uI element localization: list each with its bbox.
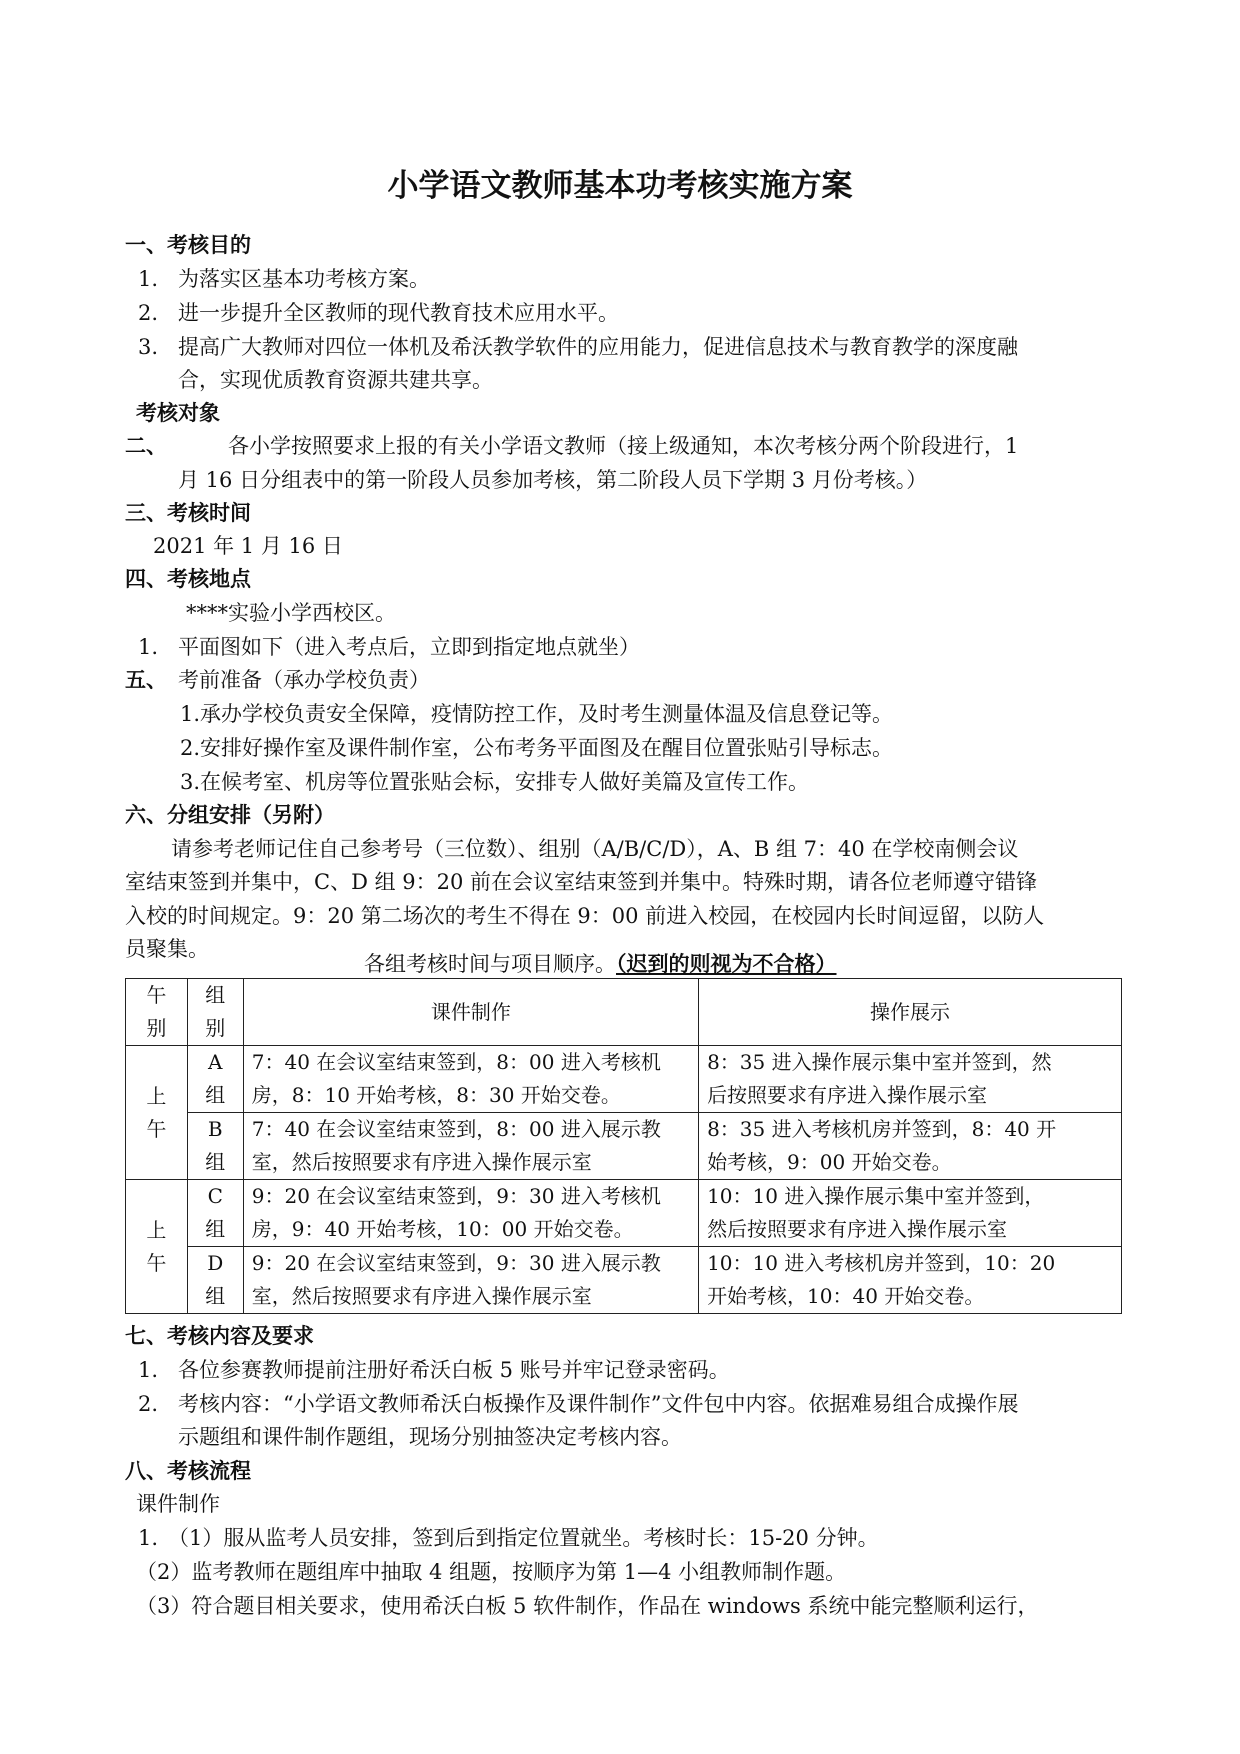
group-d-courseware-1: 9：20 在会议室结束签到，9：30 进入展示教 [251, 1251, 661, 1275]
group-d [187, 1247, 243, 1314]
s6-para-line-1: 请参考老师记住自己参考号（三位数）、组别（A/B/C/D），A、B 组 7：40 在学校南侧会议 [171, 837, 1019, 861]
group-a [187, 1046, 243, 1113]
group-d-show-1: 10：10 进入考核机房并签到，10：20 [707, 1251, 1056, 1275]
table-caption-note: （迟到的则视为不合格） [616, 952, 837, 976]
s8-subheading: 课件制作 [136, 1492, 220, 1516]
block-1-noon-1: 上 [146, 1083, 167, 1108]
s6-para-line-3: 入校的时间规定。9：20 第二场次的考生不得在 9：00 前进入校园，在校园内长时间逗留，以防人 [125, 904, 1045, 928]
group-b-letter: B [207, 1117, 223, 1141]
header-noon-1: 午 [146, 983, 167, 1007]
schedule-table [125, 978, 1122, 1314]
header-noon-2: 别 [146, 1016, 167, 1040]
s1-item-1-text: 为落实区基本功考核方案。 [178, 267, 430, 291]
s6-para-line-2: 室结束签到并集中，C、D 组 9：20 前在会议室结束签到并集中。特殊时期，请各位老师遵守错锋 [125, 870, 1038, 894]
s1-item-3-num: 3. [138, 335, 159, 359]
group-d-letter: D [207, 1251, 224, 1275]
group-b-show-2: 始考核，9：00 开始交卷。 [707, 1150, 952, 1174]
section-6-heading: 六、分组安排（另附） [125, 803, 335, 827]
s8-item-3-text: （3）符合题目相关要求，使用希沃白板 5 软件制作，作品在 windows 系统中能完整顺利运行， [136, 1594, 1039, 1618]
s5-item-2: 2.安排好操作室及课件制作室，公布考务平面图及在醒目位置张贴引导标志。 [180, 736, 894, 760]
group-b-show-1: 8：35 进入考核机房并签到，8：40 开 [707, 1117, 1057, 1141]
group-b-show [699, 1113, 1122, 1180]
section-1-heading: 一、考核目的 [125, 233, 251, 257]
header-group [187, 979, 243, 1046]
s7-item-1-text: 各位参赛教师提前注册好希沃白板 5 账号并牢记登录密码。 [178, 1358, 730, 1382]
s4-item-text: 平面图如下（进入考点后，立即到指定地点就坐） [178, 635, 640, 659]
block-2-noon-2: 午 [146, 1250, 167, 1275]
s1-item-3-text: 提高广大教师对四位一体机及希沃教学软件的应用能力，促进信息技术与教育教学的深度融 [178, 335, 1018, 359]
group-c-letter: C [207, 1184, 223, 1208]
s8-item-1-num: 1. [138, 1526, 159, 1550]
document-title: 小学语文教师基本功考核实施方案 [387, 168, 853, 204]
group-b [187, 1113, 243, 1180]
group-c-show [699, 1180, 1122, 1247]
group-d-suffix: 组 [205, 1284, 226, 1308]
s4-item-num: 1. [138, 635, 159, 659]
table-row [126, 1046, 1122, 1113]
table-row [126, 1180, 1122, 1247]
s8-item-2-text: （2）监考教师在题组库中抽取 4 组题，按顺序为第 1—4 小组教师制作题。 [136, 1560, 847, 1584]
section-5-num: 五、 [125, 668, 167, 692]
section-4-heading: 四、考核地点 [125, 567, 251, 591]
s5-item-3: 3.在候考室、机房等位置张贴会标，安排专人做好美篇及宣传工作。 [180, 770, 810, 794]
group-c-suffix: 组 [205, 1217, 226, 1241]
s1-item-3-cont: 合，实现优质教育资源共建共享。 [178, 368, 493, 392]
group-b-suffix: 组 [205, 1150, 226, 1174]
group-a-show-1: 8：35 进入操作展示集中室并签到，然 [707, 1050, 1052, 1074]
block-2-noon [126, 1180, 188, 1314]
block-1-noon [126, 1046, 188, 1180]
group-b-courseware-2: 室，然后按照要求有序进入操作展示室 [251, 1150, 592, 1174]
s1-item-1-num: 1. [138, 267, 159, 291]
group-a-courseware [243, 1046, 698, 1113]
s3-date: 2021 年 1 月 16 日 [153, 534, 343, 558]
group-d-courseware-2: 室，然后按照要求有序进入操作展示室 [251, 1284, 592, 1308]
block-1-noon-2: 午 [146, 1116, 167, 1141]
section-3-heading: 三、考核时间 [125, 501, 251, 525]
section-7-heading: 七、考核内容及要求 [125, 1324, 314, 1348]
table-caption [364, 948, 837, 980]
group-b-courseware [243, 1113, 698, 1180]
group-d-courseware [243, 1247, 698, 1314]
group-c-show-1: 10：10 进入操作展示集中室并签到， [707, 1184, 1045, 1208]
s5-item-1: 1.承办学校负责安全保障，疫情防控工作，及时考生测量体温及信息登记等。 [180, 702, 894, 726]
s7-item-1-num: 1. [138, 1358, 159, 1382]
table-row [126, 1113, 1122, 1180]
s6-para-line-4: 员聚集。 [125, 937, 209, 961]
header-group-1: 组 [205, 983, 226, 1007]
table-row [126, 1247, 1122, 1314]
section-2-heading: 考核对象 [136, 401, 220, 425]
section-2-num: 二、 [125, 434, 167, 458]
table-caption-text: 各组考核时间与项目顺序。 [364, 952, 616, 976]
s1-item-2-num: 2. [138, 301, 159, 325]
group-a-show-2: 后按照要求有序进入操作展示室 [707, 1083, 988, 1107]
header-group-2: 别 [205, 1016, 226, 1040]
header-courseware: 课件制作 [243, 979, 698, 1046]
s4-location: ****实验小学西校区。 [186, 601, 396, 625]
header-noon [126, 979, 188, 1046]
group-c [187, 1180, 243, 1247]
s7-item-2-text: 考核内容：“小学语文教师希沃白板操作及课件制作”文件包中内容。依据难易组合成操作展 [178, 1392, 1019, 1416]
group-a-letter: A [208, 1050, 223, 1074]
s8-item-1-text: （1）服从监考人员安排，签到后到指定位置就坐。考核时长：15-20 分钟。 [168, 1526, 879, 1550]
group-c-courseware [243, 1180, 698, 1247]
group-a-show [699, 1046, 1122, 1113]
group-a-courseware-2: 房，8：10 开始考核，8：30 开始交卷。 [251, 1083, 621, 1107]
group-d-show [699, 1247, 1122, 1314]
block-2-noon-1: 上 [146, 1217, 167, 1242]
group-c-show-2: 然后按照要求有序进入操作展示室 [707, 1217, 1008, 1241]
group-c-courseware-2: 房，9：40 开始考核，10：00 开始交卷。 [251, 1217, 634, 1241]
s2-text-2: 月 16 日分组表中的第一阶段人员参加考核，第二阶段人员下学期 3 月份考核。） [178, 468, 928, 492]
section-8-heading: 八、考核流程 [125, 1459, 251, 1483]
group-d-show-2: 开始考核，10：40 开始交卷。 [707, 1284, 985, 1308]
s7-item-2-num: 2. [138, 1392, 159, 1416]
table-header-row [126, 979, 1122, 1046]
group-b-courseware-1: 7：40 在会议室结束签到，8：00 进入展示教 [251, 1117, 661, 1141]
section-5-heading: 考前准备（承办学校负责） [178, 668, 430, 692]
s2-text-1: 各小学按照要求上报的有关小学语文教师（接上级通知，本次考核分两个阶段进行，1 [228, 434, 1019, 458]
group-c-courseware-1: 9：20 在会议室结束签到，9：30 进入考核机 [251, 1184, 661, 1208]
group-a-courseware-1: 7：40 在会议室结束签到，8：00 进入考核机 [251, 1050, 661, 1074]
header-show: 操作展示 [699, 979, 1122, 1046]
s7-item-2-cont: 示题组和课件制作题组，现场分别抽签决定考核内容。 [178, 1425, 682, 1449]
s1-item-2-text: 进一步提升全区教师的现代教育技术应用水平。 [178, 301, 619, 325]
group-a-suffix: 组 [205, 1083, 226, 1107]
